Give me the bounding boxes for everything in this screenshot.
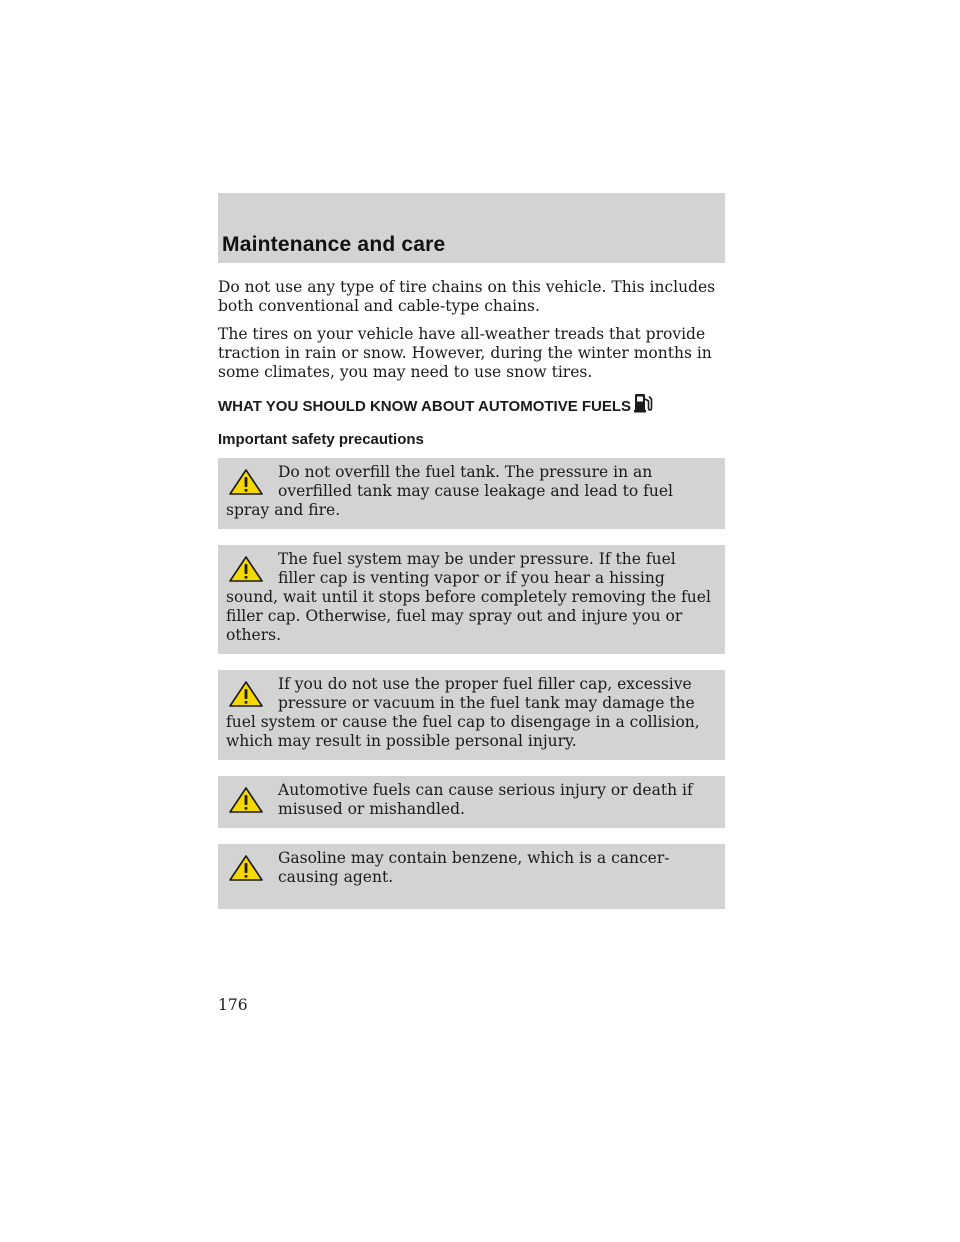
warning-box — [218, 670, 725, 760]
section-header — [218, 193, 725, 263]
page-number: 176 — [218, 996, 248, 1014]
warning-box — [218, 844, 725, 909]
warning-text: Do not overfill the fuel tank. The pressure in an overfilled tank may cause leakage and lead to fuel spray and fire. — [226, 463, 673, 519]
warning-box — [218, 458, 725, 529]
warning-triangle-icon — [228, 555, 264, 583]
warning-text: The fuel system may be under pressure. If the fuel filler cap is venting vapor or if you hear a hissing sound, wait until it stops before completely removing the fuel filler cap. Otherwise, fuel may spray out and injure you or others. — [226, 550, 711, 644]
warning-box — [218, 545, 725, 654]
paragraph-all-weather-treads: The tires on your vehicle have all-weather treads that provide traction in rain or snow. However, during the winter months in some climates, you may need to use snow tires. — [218, 325, 712, 381]
heading-automotive-fuels-text: WHAT YOU SHOULD KNOW ABOUT AUTOMOTIVE FUELS — [218, 397, 632, 415]
warning-box — [218, 776, 725, 828]
section-title: Maintenance and care — [222, 233, 446, 256]
fuel-pump-icon — [633, 390, 653, 414]
paragraph-tire-chains: Do not use any type of tire chains on this vehicle. This includes both conventional and cable-type chains. — [218, 278, 716, 315]
warning-triangle-icon — [228, 468, 264, 496]
warning-text: Automotive fuels can cause serious injury or death if misused or mishandled. — [278, 781, 693, 818]
page-content — [218, 278, 725, 909]
warning-triangle-icon — [228, 786, 264, 814]
warning-text: Gasoline may contain benzene, which is a cancer-causing agent. — [278, 849, 670, 886]
heading-automotive-fuels — [218, 394, 725, 418]
heading-safety-precautions: Important safety precautions — [218, 431, 424, 448]
warning-text: If you do not use the proper fuel filler cap, excessive pressure or vacuum in the fuel tank may damage the fuel system or cause the fuel cap to disengage in a collision, which may result in possible personal injury. — [226, 675, 700, 750]
warning-triangle-icon — [228, 854, 264, 882]
warning-triangle-icon — [228, 680, 264, 708]
